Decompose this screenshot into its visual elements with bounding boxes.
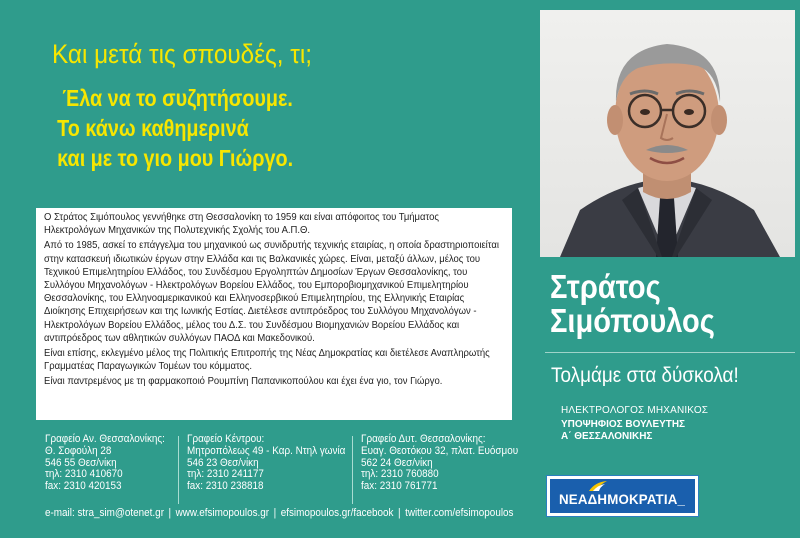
headline-line: Έλα να το συζητήσουμε. [62, 85, 293, 111]
column-divider [178, 436, 179, 504]
party-logo [546, 475, 699, 517]
office-city: 562 24 Θεσ/νίκη [361, 456, 433, 469]
column-divider [352, 436, 353, 504]
separator: | [168, 507, 172, 519]
bio-paragraph: Είναι επίσης, εκλεγμένο μέλος της Πολιτικής Επιτροπής της Νέας Δημοκρατίας και διετέλεσε Αναπληρωτής Γραμματέας Παραγωγικών Τομέων του κόμματος. [44, 348, 490, 373]
headline-line: Το κάνω καθημερινά [57, 115, 249, 141]
website-link[interactable]: www.efsimopoulos.gr [175, 507, 270, 519]
email-link[interactable]: e-mail: stra_sim@otenet.gr [45, 507, 164, 519]
office-title: Γραφείο Κέντρου: [187, 433, 265, 445]
office-fax: fax: 2310 761771 [361, 480, 438, 493]
office-fax: fax: 2310 238818 [187, 480, 264, 493]
party-logo-text: ΝΕΑΔΗΜΟΚΡΑΤΙΑ_ [559, 491, 686, 507]
office-address: Μητροπόλεως 49 - Καρ. Ντηλ γωνία [187, 444, 346, 457]
candidacy-line: ΥΠΟΨΗΦΙΟΣ ΒΟΥΛΕΥΤΗΣ [561, 418, 686, 430]
candidate-first-name: Στράτος [550, 268, 661, 305]
separator: | [273, 507, 277, 519]
office-address: Ευαγ. Θεοτόκου 32, πλατ. Ευόσμου [361, 444, 519, 457]
facebook-link[interactable]: efsimopoulos.gr/facebook [280, 507, 394, 519]
candidate-name [550, 270, 715, 338]
headline-question: Και μετά τις σπουδές, τι; [52, 39, 313, 69]
candidate-profession: ΗΛΕΚΤΡΟΛΟΓΟΣ ΜΗΧΑΝΙΚΟΣ [561, 404, 709, 416]
portrait-icon [540, 10, 795, 257]
office-center [187, 434, 345, 493]
bio-paragraph: Από το 1985, ασκεί το επάγγελμα του μηχανικού ως συνιδρυτής τεχνικής εταιρίας, η οποία δραστηριοποιείται στην κατασκευή ιδιωτικών έργων στην Ελλάδα και τις Βαλκανικές χώρες. Είναι, μεταξύ άλλων, μέλος του Τεχνικού Επιμελητηρίου Ελλάδος, του Συνδέσμου Εργοληπτών Δημοσίων Έργων Θεσσαλονίκης, του Συλλόγου Μηχανολόγων - Ηλεκτρολόγων Βορείου Ελλάδος, του Εμποροβιομηχανικού Επιμελητηρίου Θεσσαλονίκης, του Ελληνοαμερικανικού και Ελληνοσερβικού Επιμελητηρίου, της Ελληνικής Εταιρίας Διοίκησης Επιχειρήσεων και της Ιωνικής Εστίας. Διετέλεσε αντιπρόεδρος του Συλλόγου Μηχανολόγων - Ηλεκτρολόγων Βορείου Ελλάδος, μέλος του Δ.Σ. του Συνδέσμου Βιομηχανιών Βορείου Ελλάδος και αντιπρόεδρος των αθλητικών συλλόγων ΠΑΟΔ και Μακεδονικού. [44, 240, 499, 344]
candidacy [561, 418, 685, 442]
contact-line [45, 507, 513, 519]
bio-paragraph: Είναι παντρεμένος με τη φαρμακοποιό Ρουμπίνη Παπανικοπούλου και έχει ένα γιο, τον Γιώργο. [44, 376, 443, 388]
campaign-slogan: Τολμάμε στα δύσκολα! [551, 364, 739, 387]
office-title: Γραφείο Αν. Θεσσαλονίκης: [45, 433, 165, 445]
office-phone: τηλ: 2310 410670 [45, 468, 123, 481]
divider [545, 352, 795, 353]
office-city: 546 23 Θεσ/νίκη [187, 456, 259, 469]
headline [52, 38, 512, 173]
candidate-photo [540, 10, 795, 257]
office-city: 546 55 Θεσ/νίκη [45, 456, 117, 469]
candidacy-line: Α΄ ΘΕΣΣΑΛΟΝΙΚΗΣ [561, 430, 653, 442]
separator: | [398, 507, 401, 519]
twitter-link[interactable]: twitter.com/efsimopoulos [405, 507, 514, 519]
candidate-last-name: Σιμόπουλος [550, 302, 715, 339]
biography-box [36, 208, 512, 420]
office-west [361, 434, 518, 493]
office-address: Θ. Σοφούλη 28 [45, 444, 112, 457]
office-phone: τηλ: 2310 760880 [361, 468, 439, 481]
headline-line: και με το γιο μου Γιώργο. [57, 145, 294, 171]
headline-body [52, 83, 448, 173]
office-east [45, 434, 165, 493]
office-phone: τηλ: 2310 241177 [187, 468, 264, 481]
office-fax: fax: 2310 420153 [45, 480, 122, 493]
office-title: Γραφείο Δυτ. Θεσσαλονίκης: [361, 433, 486, 445]
bio-paragraph: Ο Στράτος Σιμόπουλος γεννήθηκε στη Θεσσαλονίκη το 1959 και είναι απόφοιτος του Τμήματος Ηλεκτρολόγων Μηχανικών της Πολυτεχνικής Σχολής του Α.Π.Θ. [44, 212, 439, 237]
